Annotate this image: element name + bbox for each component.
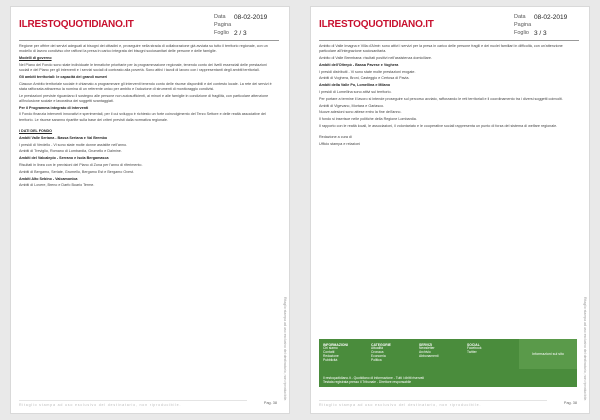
paragraph: Ambiti di Voghera, Broni, Casteggio e Certosa di Pavia.	[319, 76, 410, 81]
paragraph: Ambito di Valle Imagna e Villa d'Almè: sono attivi i servizi per la presa in carico delle persone fragili e dei nuclei familiari in difficoltà, con un'attenzione particolare all'integrazione sociosanitaria.	[319, 44, 563, 54]
footer-legal	[323, 376, 573, 384]
footer-info-link[interactable]: Informazioni sul sito	[519, 339, 577, 369]
footer-page-number: Pag. 38	[563, 401, 577, 405]
sheet-label: Foglio	[514, 30, 529, 36]
paragraph: Ciascun Ambito territoriale sociale è chiamato a programmare gli interventi tenendo conto delle risorse disponibili e del contesto locale. La rete dei servizi è stata rafforzata attraverso la nomina di un referente unico per ambito e l'adozione di strumenti di monitoraggio condivisi.	[19, 81, 272, 91]
paragraph: I presidi distribuiti - Vi sono state molte prestazioni erogate.	[319, 69, 416, 74]
footer-link[interactable]: Facebook	[467, 346, 482, 350]
footer-link[interactable]: Archivio	[419, 349, 431, 354]
section-heading: Ambiti Alto Sebino - Valcamonica	[19, 176, 78, 181]
section-heading: Modelli di governo	[19, 56, 52, 60]
footer-column	[419, 343, 463, 363]
masthead-logo: ILRESTOQUOTIDIANO.IT	[319, 19, 434, 30]
spacer	[319, 131, 577, 134]
section-heading: Per il Programma integrato di interventi	[19, 105, 89, 110]
footer-link[interactable]: Politica	[371, 357, 382, 362]
paragraph: Nuove adesioni sono attese entro la fine dell'anno.	[319, 110, 402, 115]
paragraph: Ambiti di Lovere, Breno e Darfo Boario Terme.	[19, 183, 95, 188]
page-footer	[19, 399, 277, 409]
footer-legal-line: Testata registrata presso il Tribunale - Direttore responsabile	[323, 380, 412, 384]
paragraph: I presidi di Verdello - Vi sono state molte donne assistite nell'anno.	[19, 142, 128, 147]
section-heading: I DATI DEL FONDO	[19, 128, 53, 133]
paragraph: Regione per offrire dei servizi adeguati ai bisogni dei cittadini e, proseguire nella strada di collaborazione già avviata su tutto il territorio regionale, con un modello di lavoro condiviso che rafforzi la presa in carico integrata dei bisogni sociosanitari delle persone e delle famiglie.	[19, 44, 268, 54]
paragraph: Nel Piano del Fondo sono state individuate le tematiche prioritarie per la programmazione regionale, tenendo conto dei livelli essenziali delle prestazioni sociali e del Piano per gli interventi e i servizi sociali di contrasto alla povertà. Sono attivi i tavoli di lavoro con i rappresentanti degli ambiti territoriali.	[19, 62, 267, 72]
footer-column	[371, 343, 415, 363]
footer-link[interactable]: Abbonamenti	[419, 353, 439, 358]
paragraph: Ufficio stampa e relazioni	[319, 142, 361, 147]
footer-columns	[323, 343, 518, 363]
header-divider	[19, 40, 279, 41]
page-label: Pagina	[514, 22, 532, 28]
paragraph: Risultati in linea con le previsioni del Piano di Zona per l'anno di riferimento.	[19, 162, 143, 167]
footer-legal-line: Il restoquotidiano.it - Quotidiano di informazione - Tutti i diritti riservati	[323, 376, 424, 380]
date-label: Data	[514, 14, 526, 20]
footer-link[interactable]: Twitter	[467, 349, 477, 354]
footer-tagline: Ritaglio stampa ad uso esclusivo del destinatario, non riproducibile.	[319, 400, 547, 407]
footer-column-title: SERVIZI	[419, 343, 433, 347]
page-header	[319, 13, 581, 39]
paragraph: I presidi di Lomellina sono attivi sul territorio.	[319, 89, 392, 94]
footer-link[interactable]: Attualità	[371, 346, 383, 350]
side-note: Ritaglio stampa ad uso esclusivo del destinatario, non riproducibile.	[583, 297, 587, 402]
footer-link[interactable]: Newsletter	[419, 346, 435, 350]
date-label: Data	[214, 14, 226, 20]
side-note: Ritaglio stampa ad uso esclusivo del destinatario, non riproducibile.	[283, 297, 287, 402]
masthead-logo: ILRESTOQUOTIDIANO.IT	[19, 19, 134, 30]
footer-column	[467, 343, 511, 363]
section-heading: Gli ambiti territoriali: le capacità dei grandi numeri	[19, 74, 108, 79]
page-header	[19, 13, 281, 39]
paragraph: Ambiti di Treviglio, Romano di Lombardia, Grumello e Dalmine.	[19, 149, 122, 154]
footer-link[interactable]: Economia	[371, 353, 386, 358]
paragraph: Il fondo si inserisce nelle politiche della Regione Lombardia.	[319, 117, 417, 122]
paragraph: Redazione a cura di	[319, 135, 352, 140]
footer-column-title: CATEGORIE	[371, 343, 391, 347]
header-divider	[319, 40, 579, 41]
paragraph: Ambiti di Bergamo, Seriate, Grumello, Bergamo Est e Bergamo Ovest.	[19, 169, 134, 174]
footer-column	[323, 343, 367, 363]
footer-link[interactable]: Contatti	[323, 349, 335, 354]
section-heading: Ambiti Valle Seriana - Bassa Seriana e Val Brembo	[19, 135, 108, 140]
header-meta	[214, 13, 278, 37]
section-heading: Ambiti del Valcalepio - Serrano e Isola Bergamasca	[19, 156, 109, 161]
spacer	[19, 124, 277, 127]
paragraph: Il rapporto con le realtà locali, le associazioni, il volontariato e le cooperative sociali rappresenta un punto di forza del sistema di welfare regionale.	[319, 123, 558, 128]
document-page-2	[310, 6, 590, 414]
section-heading: Ambiti della Valle Po, Lomellina e Milano	[319, 83, 391, 88]
date-value: 08-02-2019	[534, 13, 568, 21]
footer-link[interactable]: Redazione	[323, 353, 339, 358]
paragraph: Il Fondo finanzia interventi innovativi e sperimentali, per il cui sviluppo è richiesto un forte coinvolgimento del Terzo Settore e delle realtà associative del territorio. Le risorse saranno ripartite sulla base dei criteri previsti dalla normativa regionale.	[19, 112, 266, 122]
site-footer-banner	[319, 339, 577, 387]
paragraph: Ambiti di Vigevano, Mortara e Garlasco.	[319, 103, 385, 108]
footer-link[interactable]: Cronaca	[371, 349, 384, 354]
sheet-value: 2 / 3	[234, 29, 247, 37]
footer-link[interactable]: Pubblicità	[323, 357, 338, 362]
footer-tagline: Ritaglio stampa ad uso esclusivo del destinatario, non riproducibile.	[19, 400, 247, 407]
paragraph: Le prestazioni previste riguardano il sostegno alle persone non autosufficienti, ai minori e alle famiglie in condizione di fragilità, con particolare attenzione all'inclusione sociale e lavorativa dei soggetti svantaggiati.	[19, 93, 269, 103]
sheet-value: 3 / 3	[534, 29, 547, 37]
paragraph: Per portare a termine il lavoro si intende proseguire sul percorso avviato, rafforzando le reti territoriali e il coordinamento tra i diversi soggetti coinvolti.	[319, 96, 563, 101]
footer-column-title: SOCIAL	[467, 343, 480, 347]
paragraph: Ambito di Valle Brembana: risultati positivi nell'assistenza domiciliare.	[319, 56, 432, 60]
page-footer	[319, 399, 577, 409]
footer-column-title: INFORMAZIONI	[323, 343, 348, 347]
page-label: Pagina	[214, 22, 232, 28]
article-body	[19, 44, 277, 190]
article-body	[319, 44, 577, 149]
date-value: 08-02-2019	[234, 13, 268, 21]
sheet-label: Foglio	[214, 30, 229, 36]
document-page-1	[10, 6, 290, 414]
footer-link[interactable]: Chi siamo	[323, 346, 338, 350]
section-heading: Ambiti dell'Oltrepò - Bassa Pavese e Voghera	[319, 62, 399, 67]
header-meta	[514, 13, 578, 37]
footer-page-number: Pag. 38	[263, 401, 277, 405]
